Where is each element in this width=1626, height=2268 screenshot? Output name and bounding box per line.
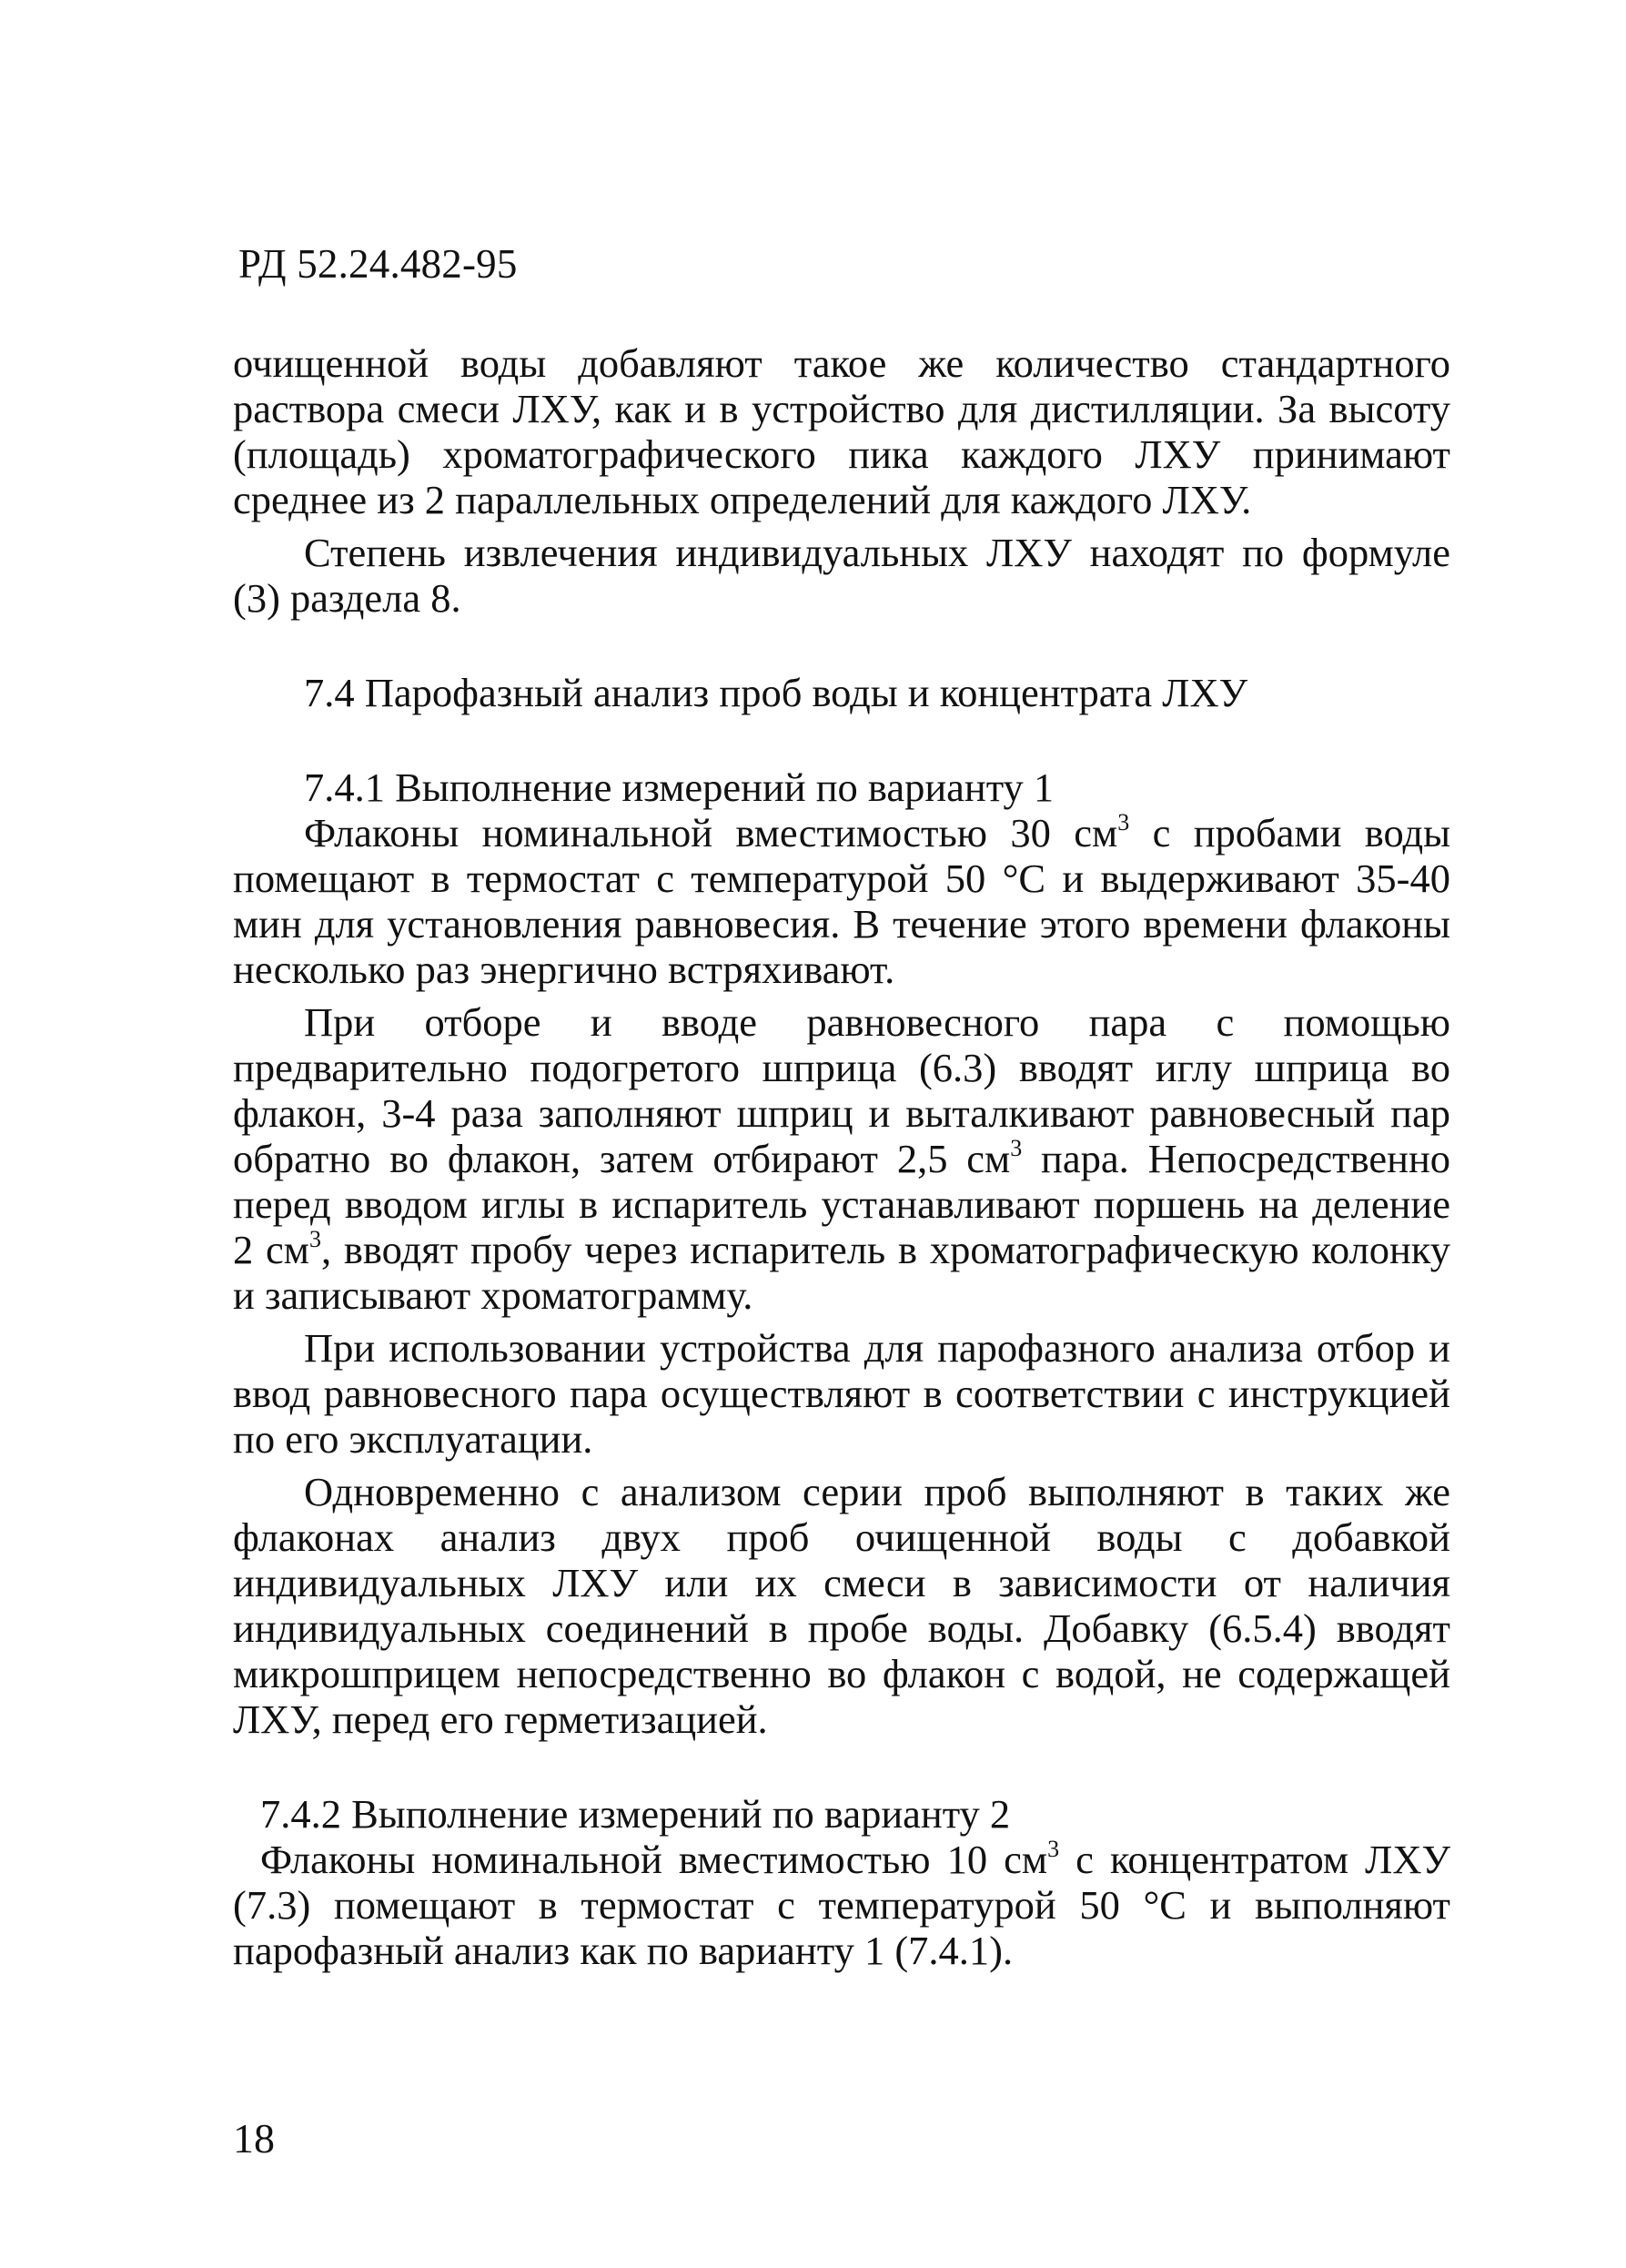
paragraph-continuation: очищенной воды добавляют такое же количество стандартного раствора смеси ЛХУ, как и в устройство для дистилляции. За высоту (площадь) хроматографического пика каждого ЛХУ принимают среднее из 2 параллельных определений для каждого ЛХУ. — [233, 340, 1450, 522]
document-page — [233, 238, 1452, 2162]
subsection-heading-7-4-2: 7.4.2 Выполнение измерений по варианту 2 — [260, 1791, 1011, 1837]
text-fragment: с пробами воды помещают в термостат с температурой 50 °С и выдерживают 35-40 мин для установления равновесия. В течение этого времени флаконы несколько раз энергично встряхивают. — [233, 810, 1450, 992]
text-fragment: , вводят пробу через испаритель в хроматографическую колонку и записывают хроматограмму. — [233, 1227, 1450, 1318]
text-fragment: Флаконы номинальной вместимостью 10 см — [260, 1837, 1048, 1882]
paragraph-vials-variant-2 — [233, 1837, 1450, 1973]
superscript: 3 — [1047, 1836, 1060, 1862]
text-fragment: Флаконы номинальной вместимостью 30 см — [304, 810, 1118, 856]
text-fragment: с концентратом ЛХУ (7.3) помещают в термостат с температурой 50 °С и выполняют парофазный анализ как по варианту 1 (7.4.1). — [233, 1837, 1450, 1973]
page-number: 18 — [233, 2115, 275, 2162]
document-body — [233, 340, 1450, 1973]
superscript: 3 — [1117, 809, 1130, 835]
document-code: РД 52.24.482-95 — [238, 241, 518, 287]
superscript: 3 — [1010, 1135, 1023, 1161]
section-heading-7-4: 7.4 Парофазный анализ проб воды и концентрата ЛХУ — [304, 670, 1248, 715]
paragraph-headspace-device: При использовании устройства для парофазного анализа отбор и ввод равновесного пара осуществляют в соответствии с инструкцией по его эксплуатации. — [233, 1325, 1450, 1462]
paragraph-extraction-degree: Степень извлечения индивидуальных ЛХУ находят по формуле (3) раздела 8. — [233, 530, 1450, 621]
text-fragment: пара. Непосредственно перед вводом иглы в испаритель устанавливают поршень на деление 2 см — [233, 1136, 1451, 1272]
subsection-heading-7-4-1: 7.4.1 Выполнение измерений по варианту 1 — [304, 764, 1055, 810]
superscript: 3 — [308, 1226, 321, 1252]
text-fragment: При отборе и вводе равновесного пара с помощью предварительно подогретого шприца (6.3) вводят иглу шприца во флакон, 3-4 раза заполняют шприц и выталкивают равновесный пар обратно во флакон, затем отбирают 2,5 см — [233, 999, 1450, 1181]
paragraph-vapor-sampling — [233, 999, 1450, 1318]
paragraph-vials-variant-1 — [233, 810, 1450, 992]
paragraph-simultaneous-analysis: Одновременно с анализом серии проб выполняют в таких же флаконах анализ двух проб очищенной воды с добавкой индивидуальных ЛХУ или их смеси в зависимости от наличия индивидуальных соединений в пробе воды. Добавку (6.5.4) вводят микрошприцем непосредственно во флакон с водой, не содержащей ЛХУ, перед его герметизацией. — [233, 1469, 1450, 1742]
